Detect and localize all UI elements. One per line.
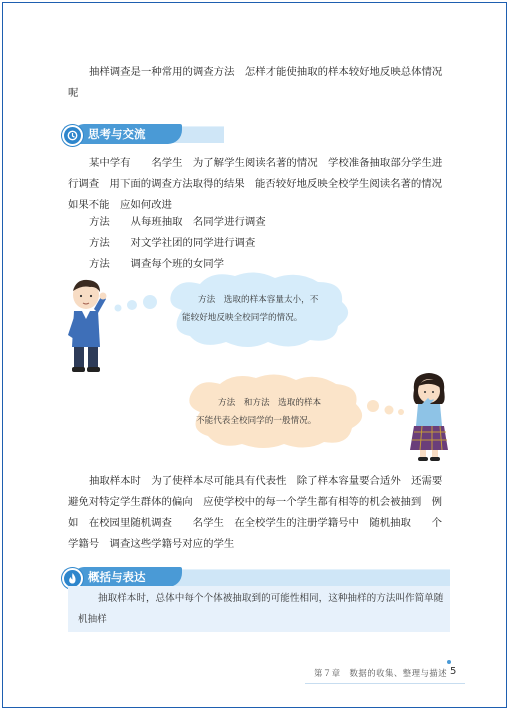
girl-illustration bbox=[404, 370, 454, 462]
intro-paragraph: 抽样调查是一种常用的调查方法 怎样才能使抽取的样本较好地反映总体情况呢 bbox=[68, 66, 443, 99]
problem-paragraph: 某中学有 名学生 为了解学生阅读名著的情况 学校准备抽取部分学生进行调查 用下面的调查方法取得的结果 能否较好地反映全校学生阅读名著的情况 如果不能 应如何改进 bbox=[68, 157, 453, 211]
section-title-summary: 概括与表达 bbox=[88, 570, 146, 584]
summary-text: 抽取样本时，总体中每个个体被抽取到的可能性相同，这种抽样的方法叫作简单随机抽样 bbox=[78, 593, 444, 625]
boy-speech-line2: 能较好地反映全校同学的情况。 bbox=[182, 313, 303, 323]
sampling-paragraph: 抽取样本时 为了使样本尽可能具有代表性 除了样本容量要合适外 还需要避免对特定学生群体的偏向 应使学校中的每一个学生都有相等的机会被抽到 例如 在校园里随机调查 名学生 在全校学生的注册学籍号中 随机抽取 个学籍号 调查这些学籍号对应的学生 bbox=[68, 475, 443, 550]
method-1: 方法 从每班抽取 名同学进行调查 bbox=[89, 216, 266, 228]
section-title-think: 思考与交流 bbox=[88, 127, 146, 141]
method-3: 方法 调查每个班的女同学 bbox=[89, 258, 225, 270]
page-number: 5 bbox=[450, 666, 457, 677]
speech-cloud-girl bbox=[180, 372, 370, 452]
speech-cloud-boy bbox=[160, 270, 355, 350]
think-icon bbox=[62, 125, 83, 146]
footer-dot-icon bbox=[444, 657, 454, 667]
girl-speech-line2: 不能代表全校同学的一般情况。 bbox=[196, 416, 317, 426]
footer-chapter: 第７章 数据的收集、整理与描述 bbox=[314, 668, 448, 678]
boy-speech-line1: 方法 选取的样本容量太小，不 bbox=[198, 295, 319, 305]
method-2: 方法 对文学社团的同学进行调查 bbox=[89, 237, 256, 249]
footer-rule bbox=[305, 683, 465, 684]
section-header-summary bbox=[64, 567, 450, 587]
summary-box bbox=[68, 586, 450, 632]
section-header-think bbox=[64, 124, 224, 144]
boy-illustration bbox=[60, 277, 116, 373]
girl-speech-line1: 方法 和方法 选取的样本 bbox=[218, 398, 322, 408]
